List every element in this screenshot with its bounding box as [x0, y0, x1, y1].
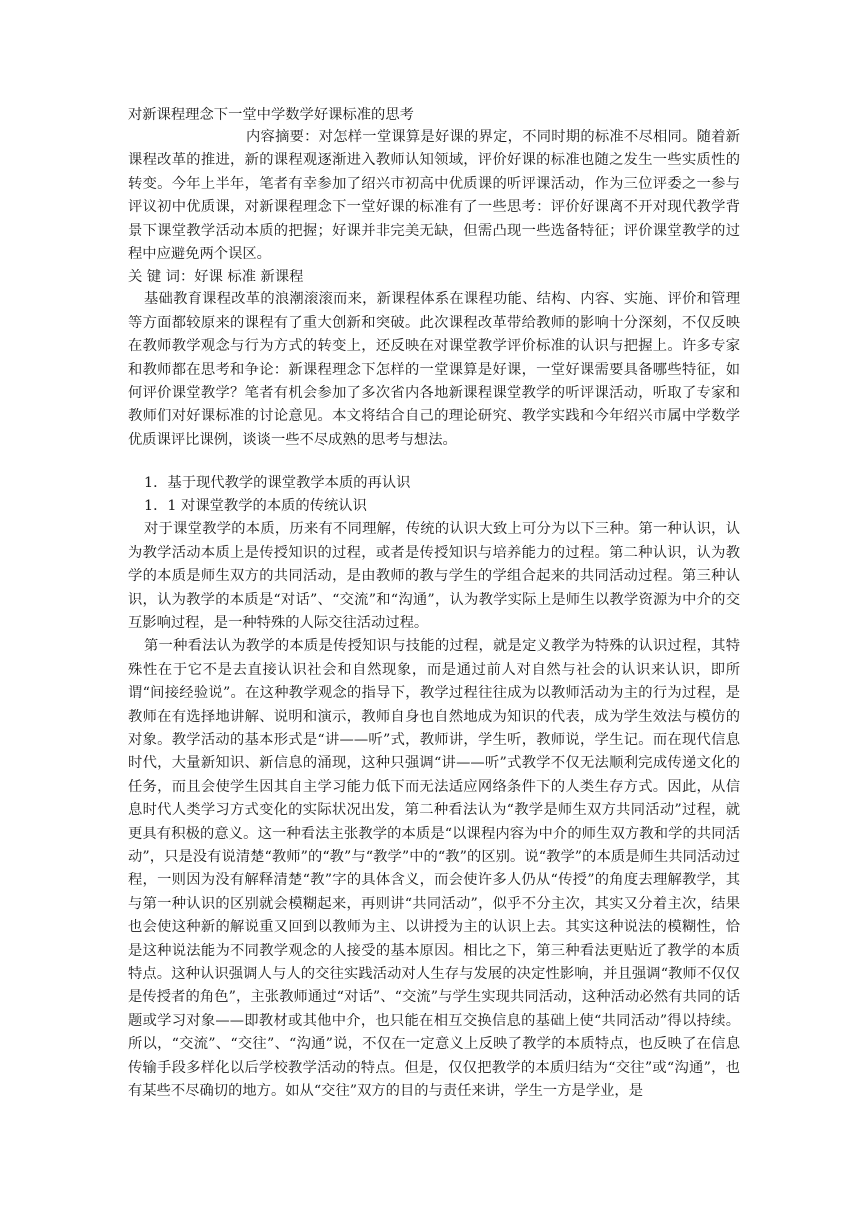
document-title: 对新课程理念下一堂中学数学好课标准的思考: [128, 107, 414, 123]
body-paragraph-2: 第一种看法认为教学的本质是传授知识与技能的过程，就是定义教学为特殊的认识过程，其特殊性在于它不是去直接认识社会和自然现象，而是通过前人对自然与社会的认识来认识，即所谓“间接经验说”。在这种教学观念的指导下，教学过程往往成为以教师活动为主的行为过程，是教师在有选择地讲解、说明和演示，教师自身也自然地成为知识的代表，成为学生效法与模仿的对象。教学活动的基本形式是“讲——听”式，教师讲，学生听，教师说，学生记。而在现代信息时代，大量新知识、新信息的涌现，这种只强调“讲——听”式教学不仅无法顺利完成传递文化的任务，而且会使学生因其自主学习能力低下而无法适应网络条件下的人类生存方式。因此，从信息时代人类学习方式变化的实际状况出发，第二种看法认为“教学是师生双方共同活动”过程，就更具有积极的意义。这一种看法主张教学的本质是“以课程内容为中介的师生双方教和学的共同活动”，只是没有说清楚“教师”的“教”与“教学”中的“教”的区别。说“教学”的本质是师生共同活动过程，一则因为没有解释清楚“教”字的具体含义，而会使许多人仍从“传授”的角度去理解教学，其与第一种认识的区别就会模糊起来，再则讲“共同活动”，似乎不分主次，其实又分着主次，结果也会使这种新的解说重又回到以教师为主、以讲授为主的认识上去。其实这种说法的模糊性，恰是这种说法能为不同教学观念的人接受的基本原因。相比之下，第三种看法更贴近了教学的本质特点。这种认识强调人与人的交往实践活动对人生存与发展的决定性影响，并且强调“教师不仅仅是传授者的角色”，主张教师通过“对话”、“交流”与学生实现共同活动，这种活动必然有共同的话题或学习对象——即教材或其他中介，也只能在相互交换信息的基础上使“共同活动”得以持续。所以，“交流”、“交往”、“沟通”说，不仅在一定意义上反映了教学的本质特点，也反映了在信息传输手段多样化以后学校教学活动的特点。但是，仅仅把教学的本质归结为“交往”或“沟通”，也有某些不尽确切的地方。如从“交往”双方的目的与责任来讲，学生一方是学业，是: [128, 638, 740, 1100]
subsection-heading: 1．1 对课堂教学的本质的传统认识: [144, 498, 367, 515]
intro-paragraph: 基础教育课程改革的浪潮滚滚而来，新课程体系在课程功能、结构、内容、实施、评价和管理等方面都较原来的课程有了重大创新和突破。此次课程改革带给教师的影响十分深刻，不仅反映在教师教学观念与行为方式的转变上，还反映在对课堂教学评价标准的认识与把握上。许多专家和教师都在思考和争论：新课程理念下怎样的一堂课算是好课，一堂好课需要具备哪些特征，如何评价课堂教学？笔者有机会参加了多次省内各地新课程课堂教学的听评课活动，听取了专家和教师们对好课标准的讨论意见。本文将结合自己的理论研究、教学实践和今年绍兴市属中学数学优质课评比课例，谈谈一些不尽成熟的思考与想法。: [128, 291, 740, 448]
keywords-line: 关 键 词：好课 标准 新课程: [128, 269, 304, 286]
paragraph-spacer: [128, 452, 740, 472]
section-heading: 1．基于现代教学的课堂教学本质的再认识: [144, 475, 411, 492]
body-paragraph-1: 对于课堂教学的本质，历来有不同理解，传统的认识大致上可分为以下三种。第一种认识，认为教学活动本质上是传授知识的过程，或者是传授知识与培养能力的过程。第二种认识，认为教学的本质是师生双方的共同活动，是由教师的教与学生的学组合起来的共同活动过程。第三种认识，认为教学的本质是“对话”、“交流”和“沟通”，认为教学实际上是师生以教学资源为中介的交互影响过程，是一种特殊的人际交往活动过程。: [128, 521, 740, 631]
abstract-paragraph: 内容摘要：对怎样一堂课算是好课的界定，不同时期的标准不尽相同。随着新课程改革的推进，新的课程观逐渐进入教师认知领域，评价好课的标准也随之发生一些实质性的转变。今年上半年，笔者有幸参加了绍兴市初高中优质课的听评课活动，作为三位评委之一参与评议初中优质课，对新课程理念下一堂好课的标准有了一些思考：评价好课离不开对现代教学背景下课堂教学活动本质的把握；好课并非完美无缺，但需凸现一些选备特征；评价课堂教学的过程中应避免两个误区。: [128, 129, 740, 263]
